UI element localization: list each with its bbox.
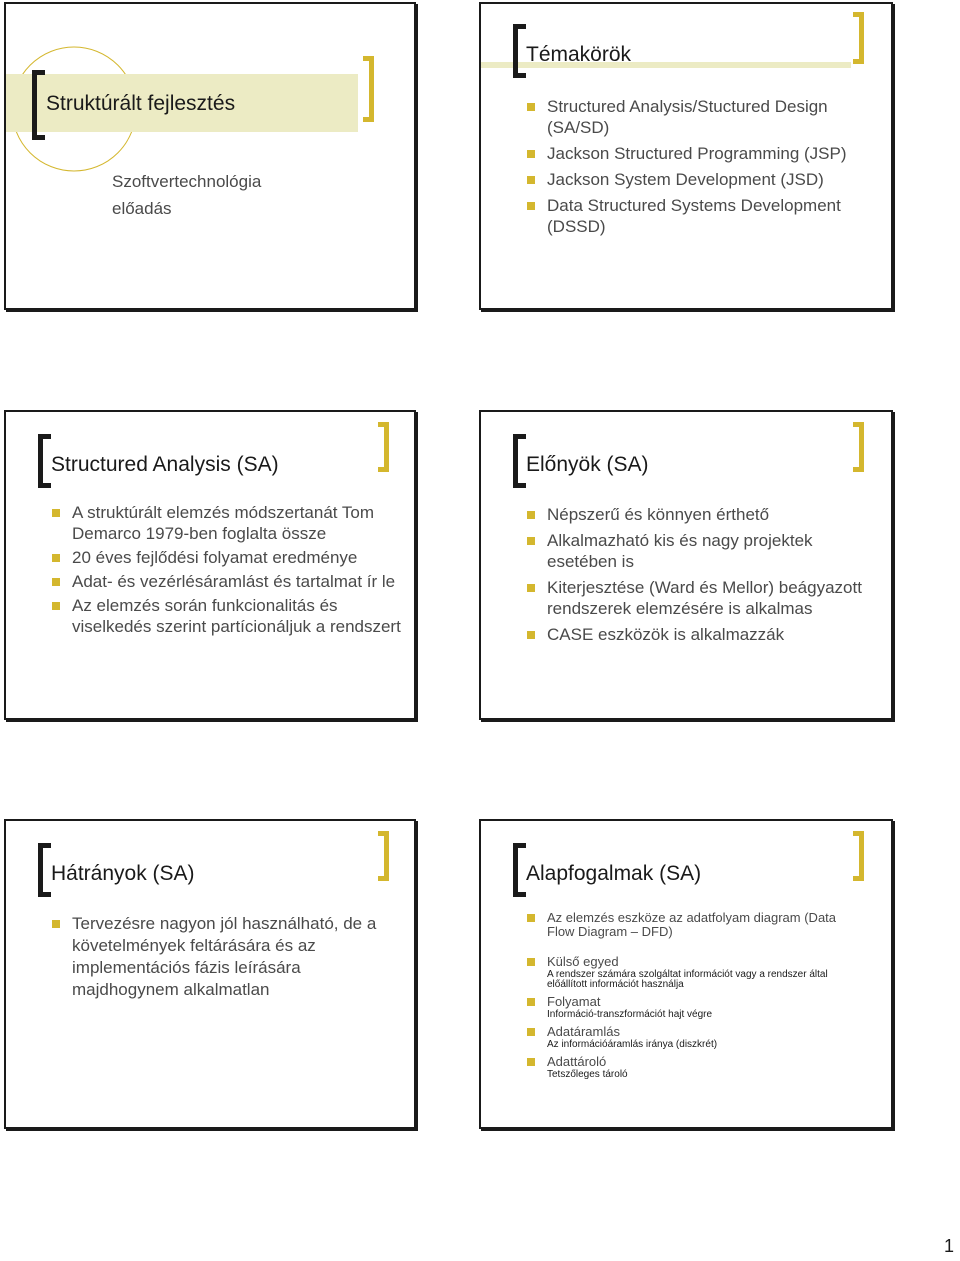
list-item-text: Kiterjesztése (Ward és Mellor) beágyazott rendszerek elemzésére is alkalmas (547, 578, 862, 618)
concepts-list (527, 911, 867, 1080)
list-item-subtext: Tetszőleges tároló (547, 1069, 628, 1080)
list-item-subtext: Információ-transzformációt hajt végre (547, 1009, 713, 1020)
square-bullet-icon (527, 998, 535, 1006)
slide-1 (4, 2, 416, 310)
list-item-text: Data Structured Systems Development (DSSD) (547, 196, 841, 236)
advantages-list (527, 504, 877, 645)
list-item (527, 995, 867, 1020)
topic-list (527, 96, 877, 237)
list-item-text: CASE eszközök is alkalmazzák (547, 625, 785, 644)
slide-title: Előnyök (SA) (526, 453, 649, 476)
right-bracket-icon (378, 831, 389, 881)
square-bullet-icon (52, 920, 60, 928)
square-bullet-icon (527, 1028, 535, 1036)
square-bullet-icon (527, 631, 535, 639)
list-item (527, 955, 867, 990)
slide-title: Struktúrált fejlesztés (46, 92, 236, 115)
square-bullet-icon (527, 202, 535, 210)
list-item (527, 96, 877, 138)
list-item-text: Adatáramlás (547, 1024, 620, 1039)
slide-subtitle (112, 168, 261, 222)
list-item-text: Külső egyed (547, 954, 619, 969)
list-item (527, 530, 877, 572)
list-item-text: Adattároló (547, 1054, 607, 1069)
list-item-subtext: A rendszer számára szolgáltat információt vagy a rendszer által előállított információt használja (547, 969, 828, 990)
square-bullet-icon (52, 509, 60, 517)
list-item-text: Structured Analysis/Stuctured Design (SA/SD) (547, 97, 828, 137)
list-item-text: 20 éves fejlődési folyamat eredménye (72, 548, 358, 567)
square-bullet-icon (527, 150, 535, 158)
list-item-text: Jackson System Development (JSD) (547, 170, 824, 189)
page-number: 1 (943, 1236, 954, 1256)
slide-4 (479, 410, 893, 720)
left-bracket-icon (513, 843, 526, 897)
square-bullet-icon (52, 554, 60, 562)
list-item-text: Alkalmazható kis és nagy projektek esetében is (547, 531, 813, 571)
list-item (527, 169, 877, 190)
slide-2 (479, 2, 893, 310)
list-item-subtext: Az információáramlás iránya (diszkrét) (547, 1039, 718, 1050)
square-bullet-icon (527, 103, 535, 111)
square-bullet-icon (527, 914, 535, 922)
list-item (527, 504, 877, 525)
square-bullet-icon (527, 584, 535, 592)
left-bracket-icon (38, 843, 51, 897)
list-item (527, 195, 877, 237)
slide-title: Hátrányok (SA) (51, 862, 195, 885)
subtitle-line-1: Szoftvertechnológia (112, 172, 262, 191)
list-item-text: Folyamat (547, 994, 601, 1009)
left-bracket-icon (513, 434, 526, 488)
slide-title: Alapfogalmak (SA) (526, 862, 702, 885)
right-bracket-icon (853, 831, 864, 881)
list-item (527, 624, 877, 645)
slide-3 (4, 410, 416, 720)
list-item (527, 577, 877, 619)
square-bullet-icon (527, 958, 535, 966)
title-decoration (6, 4, 414, 308)
slide-6 (479, 819, 893, 1129)
list-item-text: Jackson Structured Programming (JSP) (547, 144, 847, 163)
list-item (527, 1055, 867, 1080)
left-bracket-icon (38, 434, 51, 488)
list-item-text: Népszerű és könnyen érthető (547, 505, 770, 524)
slide-5 (4, 819, 416, 1129)
list-item (527, 1025, 867, 1050)
right-bracket-icon (378, 422, 389, 472)
square-bullet-icon (52, 602, 60, 610)
slide-title: Structured Analysis (SA) (51, 453, 279, 476)
left-bracket-icon (32, 70, 45, 140)
right-bracket-icon (363, 56, 374, 122)
list-item (527, 911, 867, 939)
disadvantages-list (52, 913, 382, 1001)
square-bullet-icon (527, 1058, 535, 1066)
list-item-text: A struktúrált elemzés módszertanát Tom Demarco 1979-ben foglalta össze (72, 503, 375, 543)
right-bracket-icon (853, 12, 864, 64)
list-item (52, 547, 402, 568)
content-list (52, 502, 402, 637)
list-item-text: Tervezésre nagyon jól használható, de a követelmények feltárására és az implementációs fázis leírására majdhogynem alkalmatlan (72, 914, 377, 999)
slide-title: Témakörök (526, 43, 632, 66)
subtitle-line-2: előadás (112, 199, 172, 218)
list-item-text: Az elemzés során funkcionalitás és viselkedés szerint partícionáljuk a rendszert (72, 596, 401, 636)
square-bullet-icon (527, 176, 535, 184)
square-bullet-icon (52, 578, 60, 586)
square-bullet-icon (527, 511, 535, 519)
list-item (52, 502, 402, 544)
list-item (52, 571, 402, 592)
square-bullet-icon (527, 537, 535, 545)
right-bracket-icon (853, 422, 864, 472)
list-item-text: Adat- és vezérlésáramlást és tartalmat ír le (72, 572, 396, 591)
list-item (52, 595, 402, 637)
list-item (527, 143, 877, 164)
list-item-text: Az elemzés eszköze az adatfolyam diagram (Data Flow Diagram – DFD) (547, 910, 837, 939)
list-item (52, 913, 382, 1001)
left-bracket-icon (513, 24, 526, 78)
